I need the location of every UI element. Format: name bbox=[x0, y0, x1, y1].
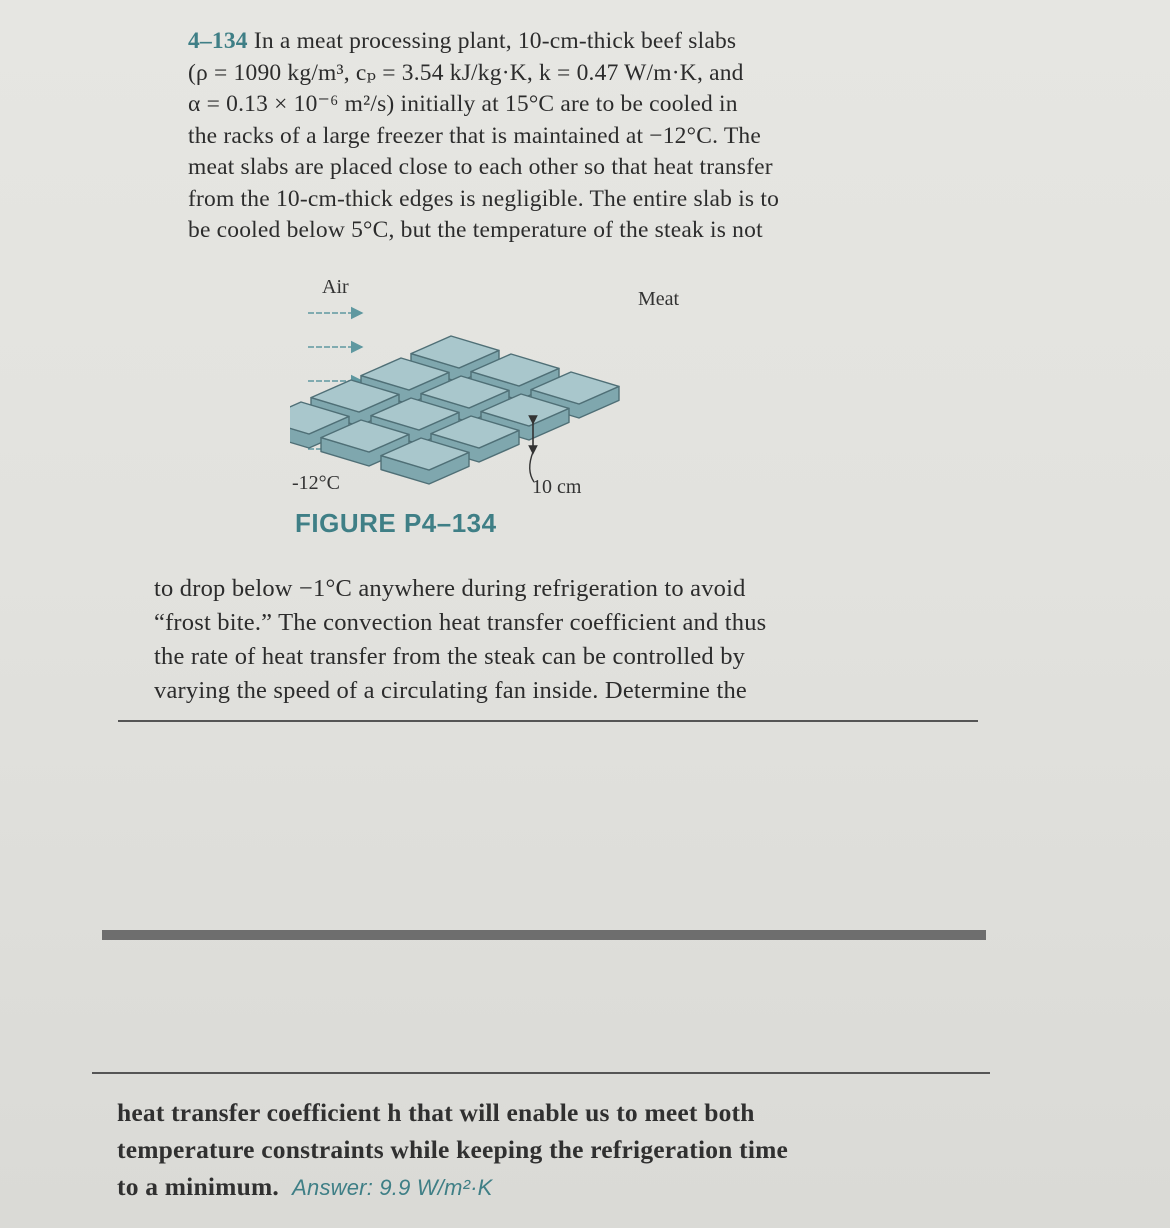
problem-paragraph-2 bbox=[154, 572, 766, 708]
figure-caption: FIGURE P4–134 bbox=[295, 508, 497, 538]
air-label: Air bbox=[322, 276, 349, 298]
text-line: varying the speed of a circulating fan inside. Determine the bbox=[154, 677, 747, 704]
line-text: to a minimum. bbox=[117, 1172, 279, 1201]
meat-slab-grid bbox=[290, 336, 619, 484]
divider-line bbox=[92, 1072, 990, 1074]
temperature-label: -12°C bbox=[292, 472, 340, 494]
divider-line bbox=[118, 720, 978, 722]
text-line: (ρ = 1090 kg/m³, cₚ = 3.54 kJ/kg·K, k = 0.47 W/m·K, and bbox=[188, 59, 744, 86]
text-line: the rate of heat transfer from the steak can be controlled by bbox=[154, 643, 746, 670]
divider-bar bbox=[102, 930, 986, 940]
text-line: from the 10-cm-thick edges is negligible. The entire slab is to bbox=[188, 185, 780, 212]
text-line: be cooled below 5°C, but the temperature of the steak is not bbox=[188, 217, 763, 243]
thickness-label: 10 cm bbox=[532, 476, 582, 498]
text-line: to drop below −1°C anywhere during refrigeration to avoid bbox=[154, 575, 746, 602]
text-line: temperature constraints while keeping the refrigeration time bbox=[117, 1135, 789, 1164]
text-line: α = 0.13 × 10⁻⁶ m²/s) initially at 15°C are to be cooled in bbox=[188, 91, 738, 117]
text-line: “frost bite.” The convection heat transfer coefficient and thus bbox=[154, 609, 767, 636]
text-line: heat transfer coefficient h that will enable us to meet both bbox=[117, 1098, 755, 1127]
line-text: In a meat processing plant, 10-cm-thick beef slabs bbox=[247, 28, 737, 54]
problem-paragraph-1 bbox=[188, 26, 779, 247]
answer-text: Answer: 9.9 W/m²·K bbox=[292, 1175, 493, 1200]
meat-slabs-diagram bbox=[290, 280, 810, 500]
problem-paragraph-3 bbox=[117, 1094, 788, 1206]
text-line: meat slabs are placed close to each other so that heat transfer bbox=[188, 154, 773, 180]
text-line bbox=[188, 26, 779, 58]
problem-number: 4–134 bbox=[188, 28, 248, 54]
text-line: the racks of a large freezer that is maintained at −12°C. The bbox=[188, 122, 761, 149]
meat-label: Meat bbox=[638, 288, 680, 310]
text-line bbox=[117, 1168, 788, 1206]
